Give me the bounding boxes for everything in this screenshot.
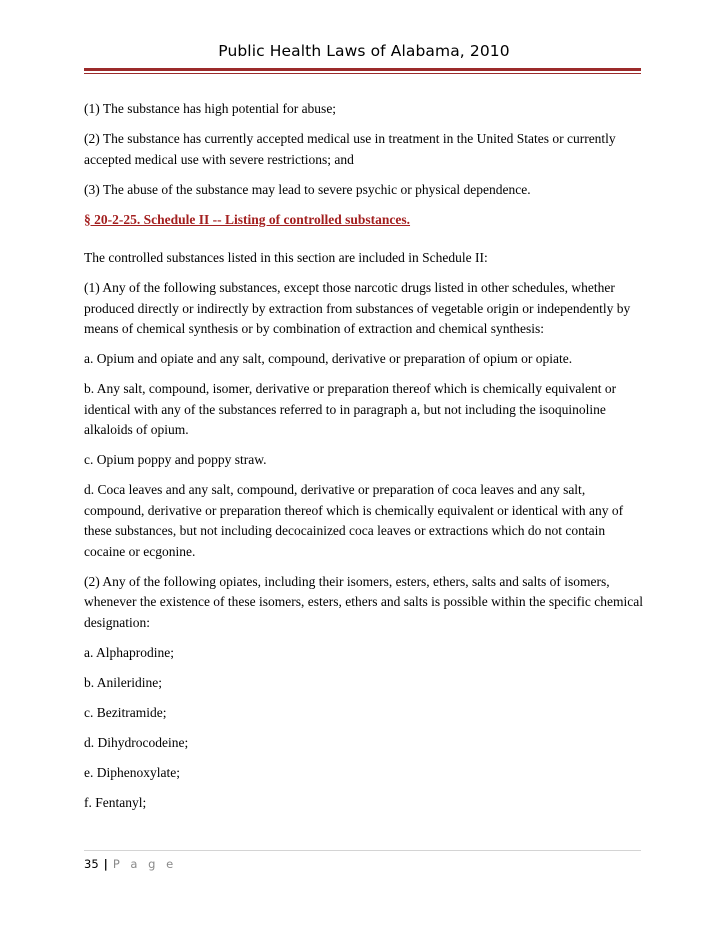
- list-item-d-coca: d. Coca leaves and any salt, compound, derivative or preparation of coca leaves and any salt, compound, derivative or preparation thereof which is chemically equivalent or identical with any of these substances, but not including decocainized coca leaves or extractions which do not contain cocaine or ecgonine.: [84, 482, 624, 559]
- document-body: [84, 99, 644, 823]
- page-number: 35: [84, 857, 99, 871]
- list-item-a-alphaprodine: a. Alphaprodine;: [84, 644, 174, 660]
- footer-separator: |: [103, 857, 108, 871]
- list-item-c-poppy: c. Opium poppy and poppy straw.: [84, 452, 267, 467]
- header-divider-thick: [84, 68, 641, 71]
- page-footer: [84, 857, 177, 871]
- footer-divider: [84, 850, 641, 851]
- paragraph-criterion-1: (1) The substance has high potential for abuse;: [84, 101, 337, 116]
- paragraph-intro: The controlled substances listed in this section are included in Schedule II:: [84, 250, 488, 265]
- list-item-a-opium: a. Opium and opiate and any salt, compound, derivative or preparation of opium or opiate.: [84, 351, 573, 366]
- list-item-e-diphenoxylate: e. Diphenoxylate;: [84, 764, 180, 780]
- section-heading: § 20-2-25. Schedule II -- Listing of controlled substances.: [84, 211, 411, 227]
- list-item-b-salt: b. Any salt, compound, isomer, derivative or preparation thereof which is chemically equivalent or identical with any of the substances referred to in paragraph a, but not including the isoquinoline alkaloids of opium.: [84, 381, 617, 437]
- list-item-d-dihydrocodeine: d. Dihydrocodeine;: [84, 734, 189, 750]
- paragraph-item-2: (2) Any of the following opiates, including their isomers, esters, ethers, salts and salts of isomers, whenever the existence of these isomers, esters, ethers and salts is possible within the specific chemical designation:: [84, 573, 643, 630]
- paragraph-item-1: (1) Any of the following substances, except those narcotic drugs listed in other schedules, whether produced directly or indirectly by extraction from substances of vegetable origin or independently by means of chemical synthesis or by combination of extraction and chemical synthesis:: [84, 280, 631, 336]
- list-item-f-fentanyl: f. Fentanyl;: [84, 794, 147, 810]
- header-divider-thin: [84, 73, 641, 74]
- page-header-title: Public Health Laws of Alabama, 2010: [218, 42, 510, 60]
- paragraph-criterion-2: (2) The substance has currently accepted medical use in treatment in the United States or currently accepted medical use with severe restrictions; and: [84, 131, 616, 167]
- paragraph-criterion-3: (3) The abuse of the substance may lead to severe psychic or physical dependence.: [84, 181, 531, 197]
- page-label: P a g e: [112, 857, 177, 871]
- list-item-c-bezitramide: c. Bezitramide;: [84, 704, 167, 720]
- list-item-b-anileridine: b. Anileridine;: [84, 674, 162, 690]
